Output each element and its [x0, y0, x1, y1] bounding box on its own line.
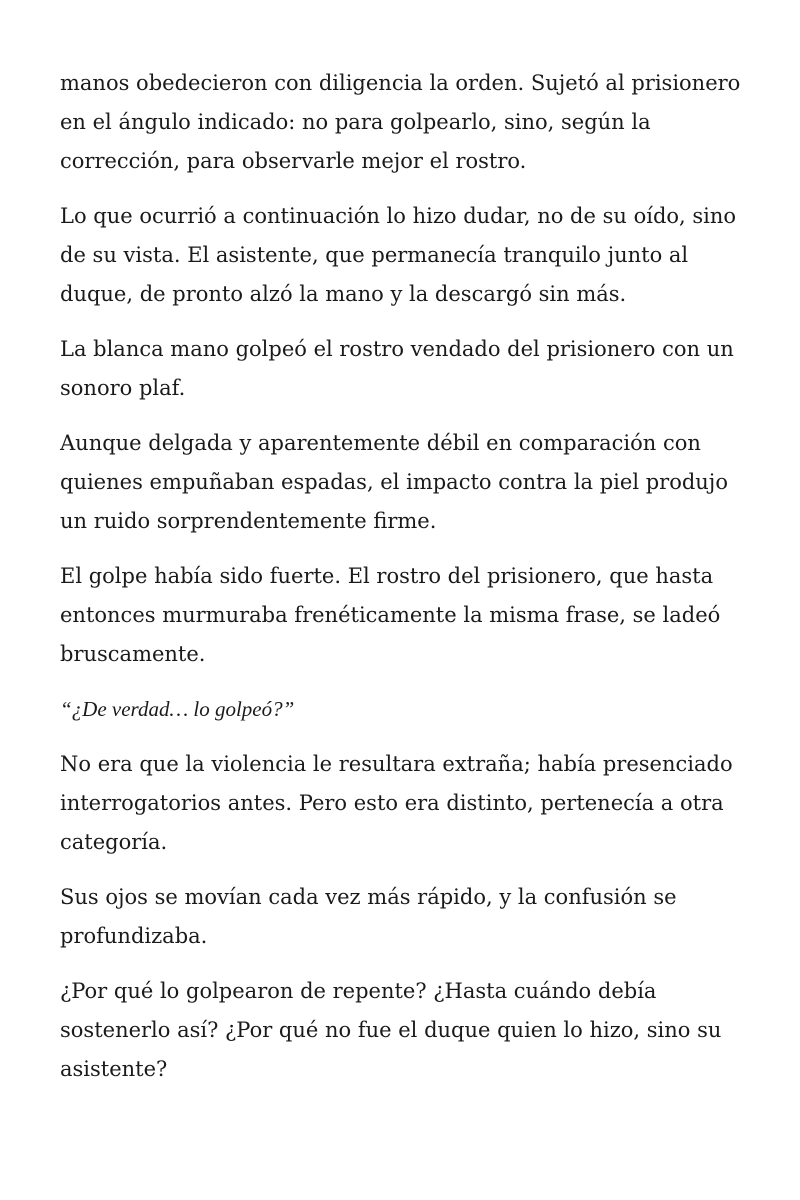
paragraph: manos obedecieron con diligencia la orden. Sujetó al prisionero en el ángulo indicado: no para golpearlo, sino, según la corrección, para observarle mejor el rostro. [60, 71, 741, 173]
paragraph: Sus ojos se movían cada vez más rápido, y la confusión se profundizaba. [60, 885, 677, 948]
inner-thought: “¿De verdad… lo golpeó?” [60, 697, 295, 721]
document-body [60, 64, 750, 1105]
paragraph: Aunque delgada y aparentemente débil en comparación con quienes empuñaban espadas, el impacto contra la piel produjo un ruido sorprendentemente firme. [60, 431, 728, 533]
paragraph: No era que la violencia le resultara extraña; había presenciado interrogatorios antes. Pero esto era distinto, pertenecía a otra categoría. [60, 752, 733, 854]
paragraph: ¿Por qué lo golpearon de repente? ¿Hasta cuándo debía sostenerlo así? ¿Por qué no fue el duque quien lo hizo, sino su asistente? [60, 979, 722, 1081]
paragraph: Lo que ocurrió a continuación lo hizo dudar, no de su oído, sino de su vista. El asistente, que permanecía tranquilo junto al duque, de pronto alzó la mano y la descargó sin más. [60, 204, 737, 306]
paragraph: El golpe había sido fuerte. El rostro del prisionero, que hasta entonces murmuraba frenéticamente la misma frase, se ladeó bruscamente. [60, 564, 721, 666]
paragraph: La blanca mano golpeó el rostro vendado del prisionero con un sonoro plaf. [60, 337, 734, 400]
